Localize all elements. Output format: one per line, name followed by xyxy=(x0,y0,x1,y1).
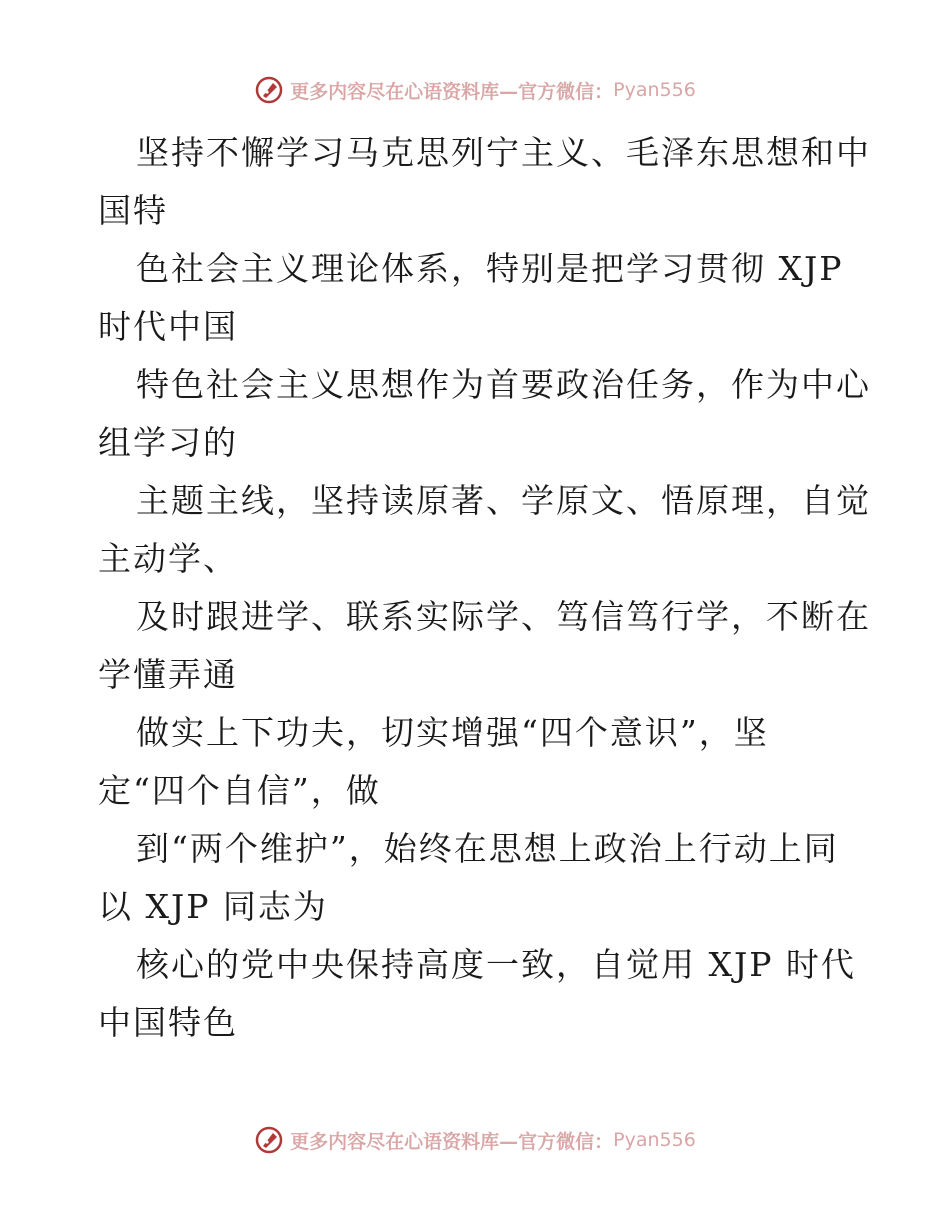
text-line: 时代中国 xyxy=(98,307,238,346)
wechat-id: Pyan556 xyxy=(613,79,696,101)
document-body xyxy=(98,124,871,1052)
text-line: 坚持不懈学习马克思列宁主义、毛泽东思想和中 xyxy=(136,133,871,172)
text-line: 学懂弄通 xyxy=(98,655,238,694)
text-line: 及时跟进学、联系实际学、笃信笃行学，不断在 xyxy=(136,597,871,636)
text-line: 核心的党中央保持高度一致，自觉用 XJP 时代 xyxy=(136,945,856,984)
text-line: 中国特色 xyxy=(98,1003,238,1042)
footer-banner xyxy=(0,1120,950,1160)
header-banner xyxy=(0,70,950,110)
banner-text: 更多内容尽在心语资料库—官方微信： xyxy=(290,1130,614,1153)
text-line: 主动学、 xyxy=(98,539,238,578)
text-line: 色社会主义理论体系，特别是把学习贯彻 XJP xyxy=(136,249,844,288)
pen-nib-logo-icon xyxy=(254,75,284,105)
wechat-id: Pyan556 xyxy=(613,1129,696,1151)
text-line: 定“四个自信”，做 xyxy=(98,771,381,810)
banner-text: 更多内容尽在心语资料库—官方微信： xyxy=(290,80,614,103)
text-line: 做实上下功夫，切实增强“四个意识”，坚 xyxy=(136,713,769,752)
text-line: 到“两个维护”，始终在思想上政治上行动上同 xyxy=(136,829,839,868)
text-line: 以 XJP 同志为 xyxy=(98,887,328,926)
text-line: 国特 xyxy=(98,191,168,230)
pen-nib-logo-icon xyxy=(254,1125,284,1155)
text-line: 特色社会主义思想作为首要政治任务，作为中心 xyxy=(136,365,871,404)
text-line: 组学习的 xyxy=(98,423,238,462)
text-line: 主题主线，坚持读原著、学原文、悟原理，自觉 xyxy=(136,481,871,520)
